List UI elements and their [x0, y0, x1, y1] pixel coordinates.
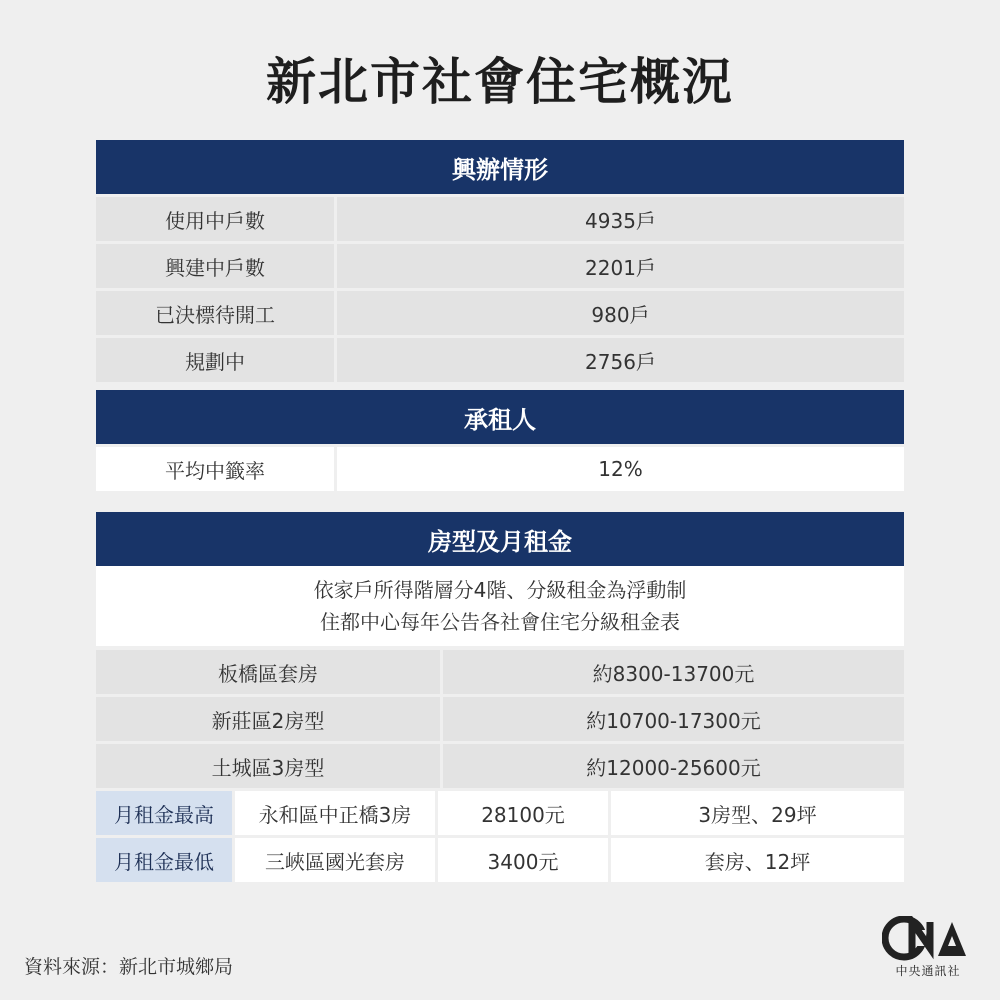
cna-logo-icon [882, 916, 974, 962]
row-place: 三峽區國光套房 [235, 838, 435, 882]
cna-logo [882, 916, 974, 982]
row-label: 土城區3房型 [96, 744, 440, 788]
row-value: 4935戶 [337, 197, 904, 241]
table-row [96, 447, 904, 491]
note-line: 依家戶所得階層分4階、分級租金為浮動制 [313, 578, 687, 602]
table-row [96, 338, 904, 382]
row-label: 平均中籤率 [96, 447, 334, 491]
row-label: 板橋區套房 [96, 650, 440, 694]
row-label: 使用中戶數 [96, 197, 334, 241]
table-row [96, 791, 904, 835]
row-place: 永和區中正橋3房 [235, 791, 435, 835]
page-title: 新北市社會住宅概況 [266, 53, 734, 111]
row-label: 規劃中 [96, 338, 334, 382]
source-note: 資料來源：新北市城鄉局 [24, 956, 234, 978]
row-label: 新莊區2房型 [96, 697, 440, 741]
row-price: 3400元 [438, 838, 608, 882]
section-room-rent [96, 512, 904, 882]
table-row [96, 244, 904, 288]
section-construction-status [96, 140, 904, 382]
table-row [96, 697, 904, 741]
table-row [96, 650, 904, 694]
section-header: 興辦情形 [96, 140, 904, 194]
row-desc: 套房、12坪 [611, 838, 904, 882]
row-value: 2756戶 [337, 338, 904, 382]
table-row [96, 291, 904, 335]
section-header: 房型及月租金 [96, 512, 904, 566]
section-header: 承租人 [96, 390, 904, 444]
row-label: 已決標待開工 [96, 291, 334, 335]
table-row [96, 838, 904, 882]
row-label: 月租金最低 [96, 838, 232, 882]
rent-note [96, 566, 904, 646]
logo-text: 中央通訊社 [895, 964, 961, 978]
row-price: 28100元 [438, 791, 608, 835]
table-row [96, 197, 904, 241]
table-row [96, 744, 904, 788]
row-label: 月租金最高 [96, 791, 232, 835]
row-value: 12% [337, 447, 904, 491]
row-label: 興建中戶數 [96, 244, 334, 288]
row-value: 約12000-25600元 [443, 744, 904, 788]
row-desc: 3房型、29坪 [611, 791, 904, 835]
note-line: 住都中心每年公告各社會住宅分級租金表 [320, 610, 680, 634]
row-value: 約10700-17300元 [443, 697, 904, 741]
section-tenants [96, 390, 904, 491]
row-value: 約8300-13700元 [443, 650, 904, 694]
row-value: 980戶 [337, 291, 904, 335]
row-value: 2201戶 [337, 244, 904, 288]
